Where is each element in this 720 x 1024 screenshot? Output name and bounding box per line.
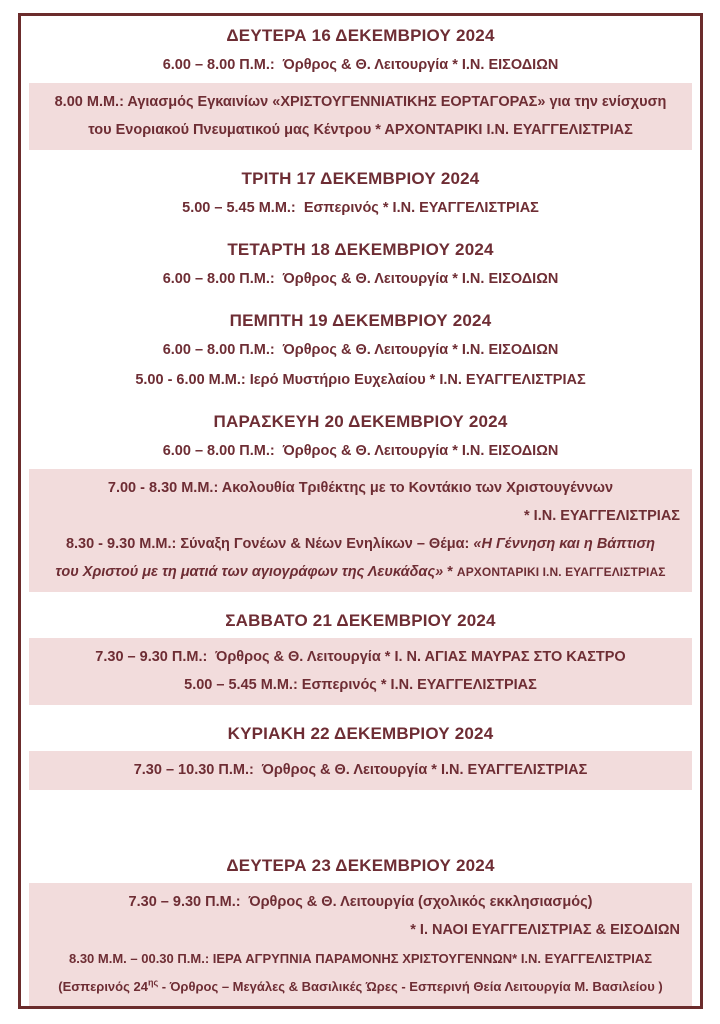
- event-block: [29, 53, 692, 78]
- event-line: [41, 918, 680, 943]
- day-section: [29, 297, 692, 398]
- event-line: [41, 890, 680, 915]
- day-title: ΣΑΒΒΑΤΟ 21 ΔΕΚΕΜΒΡΙΟΥ 2024: [225, 611, 496, 630]
- event-block: [29, 368, 692, 393]
- event-line: [29, 53, 692, 78]
- day-section: [29, 398, 692, 597]
- event-text-segment: 7.00 - 8.30 Μ.Μ.: Ακολουθία Τριθέκτης με το Κοντάκιο των Χριστουγέννων: [107, 480, 614, 496]
- day-title: ΔΕΥΤΕΡΑ 16 ΔΕΚΕΜΒΡΙΟΥ 2024: [226, 26, 495, 45]
- event-text-segment: 6.00 – 8.00 Π.Μ.: Όρθρος & Θ. Λειτουργία * Ι.Ν. ΕΙΣΟΔΙΩΝ: [162, 342, 559, 358]
- event-line: [41, 560, 680, 585]
- day-section: [29, 710, 692, 795]
- event-line: [41, 118, 680, 143]
- day-title: ΠΕΜΠΤΗ 19 ΔΕΚΕΜΒΡΙΟΥ 2024: [229, 311, 492, 330]
- event-line: [29, 196, 692, 221]
- day-section: [29, 226, 692, 297]
- event-line: [41, 758, 680, 783]
- highlighted-event-block: [29, 469, 692, 592]
- event-block: [29, 338, 692, 363]
- event-text-segment: *: [443, 564, 457, 580]
- event-text-segment: ης: [147, 977, 159, 988]
- event-line: [41, 974, 680, 999]
- event-text-segment: 6.00 – 8.00 Π.Μ.: Όρθρος & Θ. Λειτουργία * Ι.Ν. ΕΙΣΟΔΙΩΝ: [162, 271, 559, 287]
- highlighted-event-block: [29, 83, 692, 150]
- day-title: ΠΑΡΑΣΚΕΥΗ 20 ΔΕΚΕΜΒΡΙΟΥ 2024: [213, 412, 508, 431]
- event-text-segment: (Εσπερινός 24: [58, 979, 148, 994]
- event-text-segment: «Η Γέννηση και η Βάπτιση: [473, 536, 656, 552]
- event-text-segment: 6.00 – 8.00 Π.Μ.: Όρθρος & Θ. Λειτουργία * Ι.Ν. ΕΙΣΟΔΙΩΝ: [162, 443, 559, 459]
- event-line: [41, 504, 680, 529]
- page-frame: [18, 13, 703, 1009]
- event-text-segment: 8.30 - 9.30 Μ.Μ.: Σύναξη Γονέων & Νέων Ενηλίκων – Θέμα:: [65, 536, 474, 552]
- highlighted-event-block: [29, 638, 692, 705]
- event-line: [29, 439, 692, 464]
- event-line: [29, 368, 692, 393]
- day-title: ΔΕΥΤΕΡΑ 23 ΔΕΚΕΜΒΡΙΟΥ 2024: [226, 856, 495, 875]
- highlighted-event-block: [29, 751, 692, 790]
- event-line: [41, 90, 680, 115]
- day-section: [29, 22, 692, 155]
- event-text-segment: 7.30 – 9.30 Π.Μ.: Όρθρος & Θ. Λειτουργία * Ι. Ν. ΑΓΙΑΣ ΜΑΥΡΑΣ ΣΤΟ ΚΑΣΤΡΟ: [95, 649, 626, 665]
- event-text-segment: - Όρθρος – Μεγάλες & Βασιλικές Ώρες - Εσπερινή Θεία Λειτουργία Μ. Βασιλείου ): [158, 979, 663, 994]
- day-title: ΤΡΙΤΗ 17 ΔΕΚΕΜΒΡΙΟΥ 2024: [241, 169, 480, 188]
- event-block: [29, 267, 692, 292]
- event-text-segment: 7.30 – 10.30 Π.Μ.: Όρθρος & Θ. Λειτουργία * Ι.Ν. ΕΥΑΓΓΕΛΙΣΤΡΙΑΣ: [133, 762, 588, 778]
- event-text-segment: * Ι.Ν. ΕΥΑΓΓΕΛΙΣΤΡΙΑΣ: [524, 508, 680, 524]
- event-text-segment: 5.00 – 5.45 Μ.Μ.: Εσπερινός * Ι.Ν. ΕΥΑΓΓΕΛΙΣΤΡΙΑΣ: [184, 677, 537, 693]
- event-line: [41, 645, 680, 670]
- event-text-segment: 7.30 – 9.30 Π.Μ.: Όρθρος & Θ. Λειτουργία (σχολικός εκκλησιασμός): [128, 894, 593, 910]
- event-line: [41, 532, 680, 557]
- event-text-segment: * Ι. ΝΑΟΙ ΕΥΑΓΓΕΛΙΣΤΡΙΑΣ & ΕΙΣΟΔΙΩΝ: [410, 922, 680, 938]
- event-text-segment: ΑΡΧΟΝΤΑΡΙΚΙ Ι.Ν. ΕΥΑΓΓΕΛΙΣΤΡΙΑΣ: [456, 565, 666, 579]
- event-text-segment: του Ενοριακού Πνευματικού μας Κέντρου * ΑΡΧΟΝΤΑΡΙΚΙ Ι.Ν. ΕΥΑΓΓΕΛΙΣΤΡΙΑΣ: [88, 122, 633, 138]
- event-text-segment: του Χριστού με τη ματιά των αγιογράφων της Λευκάδας»: [55, 564, 444, 580]
- event-line: [29, 267, 692, 292]
- event-line: [41, 476, 680, 501]
- event-text-segment: 8.00 Μ.Μ.: Αγιασμός Εγκαινίων «ΧΡΙΣΤΟΥΓΕΝΝΙΑΤΙΚΗΣ ΕΟΡΤΑΓΟΡΑΣ» για την ενίσχυση: [54, 94, 667, 110]
- day-title: ΚΥΡΙΑΚΗ 22 ΔΕΚΕΜΒΡΙΟΥ 2024: [227, 724, 494, 743]
- event-text-segment: 6.00 – 8.00 Π.Μ.: Όρθρος & Θ. Λειτουργία * Ι.Ν. ΕΙΣΟΔΙΩΝ: [162, 57, 559, 73]
- day-title: ΤΕΤΑΡΤΗ 18 ΔΕΚΕΜΒΡΙΟΥ 2024: [227, 240, 494, 259]
- highlighted-event-block: [29, 883, 692, 1006]
- event-line: [41, 946, 680, 971]
- event-text-segment: 5.00 - 6.00 Μ.Μ.: Ιερό Μυστήριο Ευχελαίου * Ι.Ν. ΕΥΑΓΓΕΛΙΣΤΡΙΑΣ: [135, 372, 586, 388]
- event-block: [29, 439, 692, 464]
- event-line: [41, 673, 680, 698]
- event-text-segment: 5.00 – 5.45 Μ.Μ.: Εσπερινός * Ι.Ν. ΕΥΑΓΓΕΛΙΣΤΡΙΑΣ: [182, 200, 539, 216]
- event-block: [29, 196, 692, 221]
- event-line: [29, 338, 692, 363]
- event-text-segment: 8.30 Μ.Μ. – 00.30 Π.Μ.: ΙΕΡΑ ΑΓΡΥΠΝΙΑ ΠΑΡΑΜΟΝΗΣ ΧΡΙΣΤΟΥΓΕΝΝΩΝ* Ι.Ν. ΕΥΑΓΓΕΛΙΣΤΡΙΑΣ: [68, 951, 653, 966]
- day-section: [29, 155, 692, 226]
- day-section: [29, 597, 692, 710]
- day-section: [29, 842, 692, 1006]
